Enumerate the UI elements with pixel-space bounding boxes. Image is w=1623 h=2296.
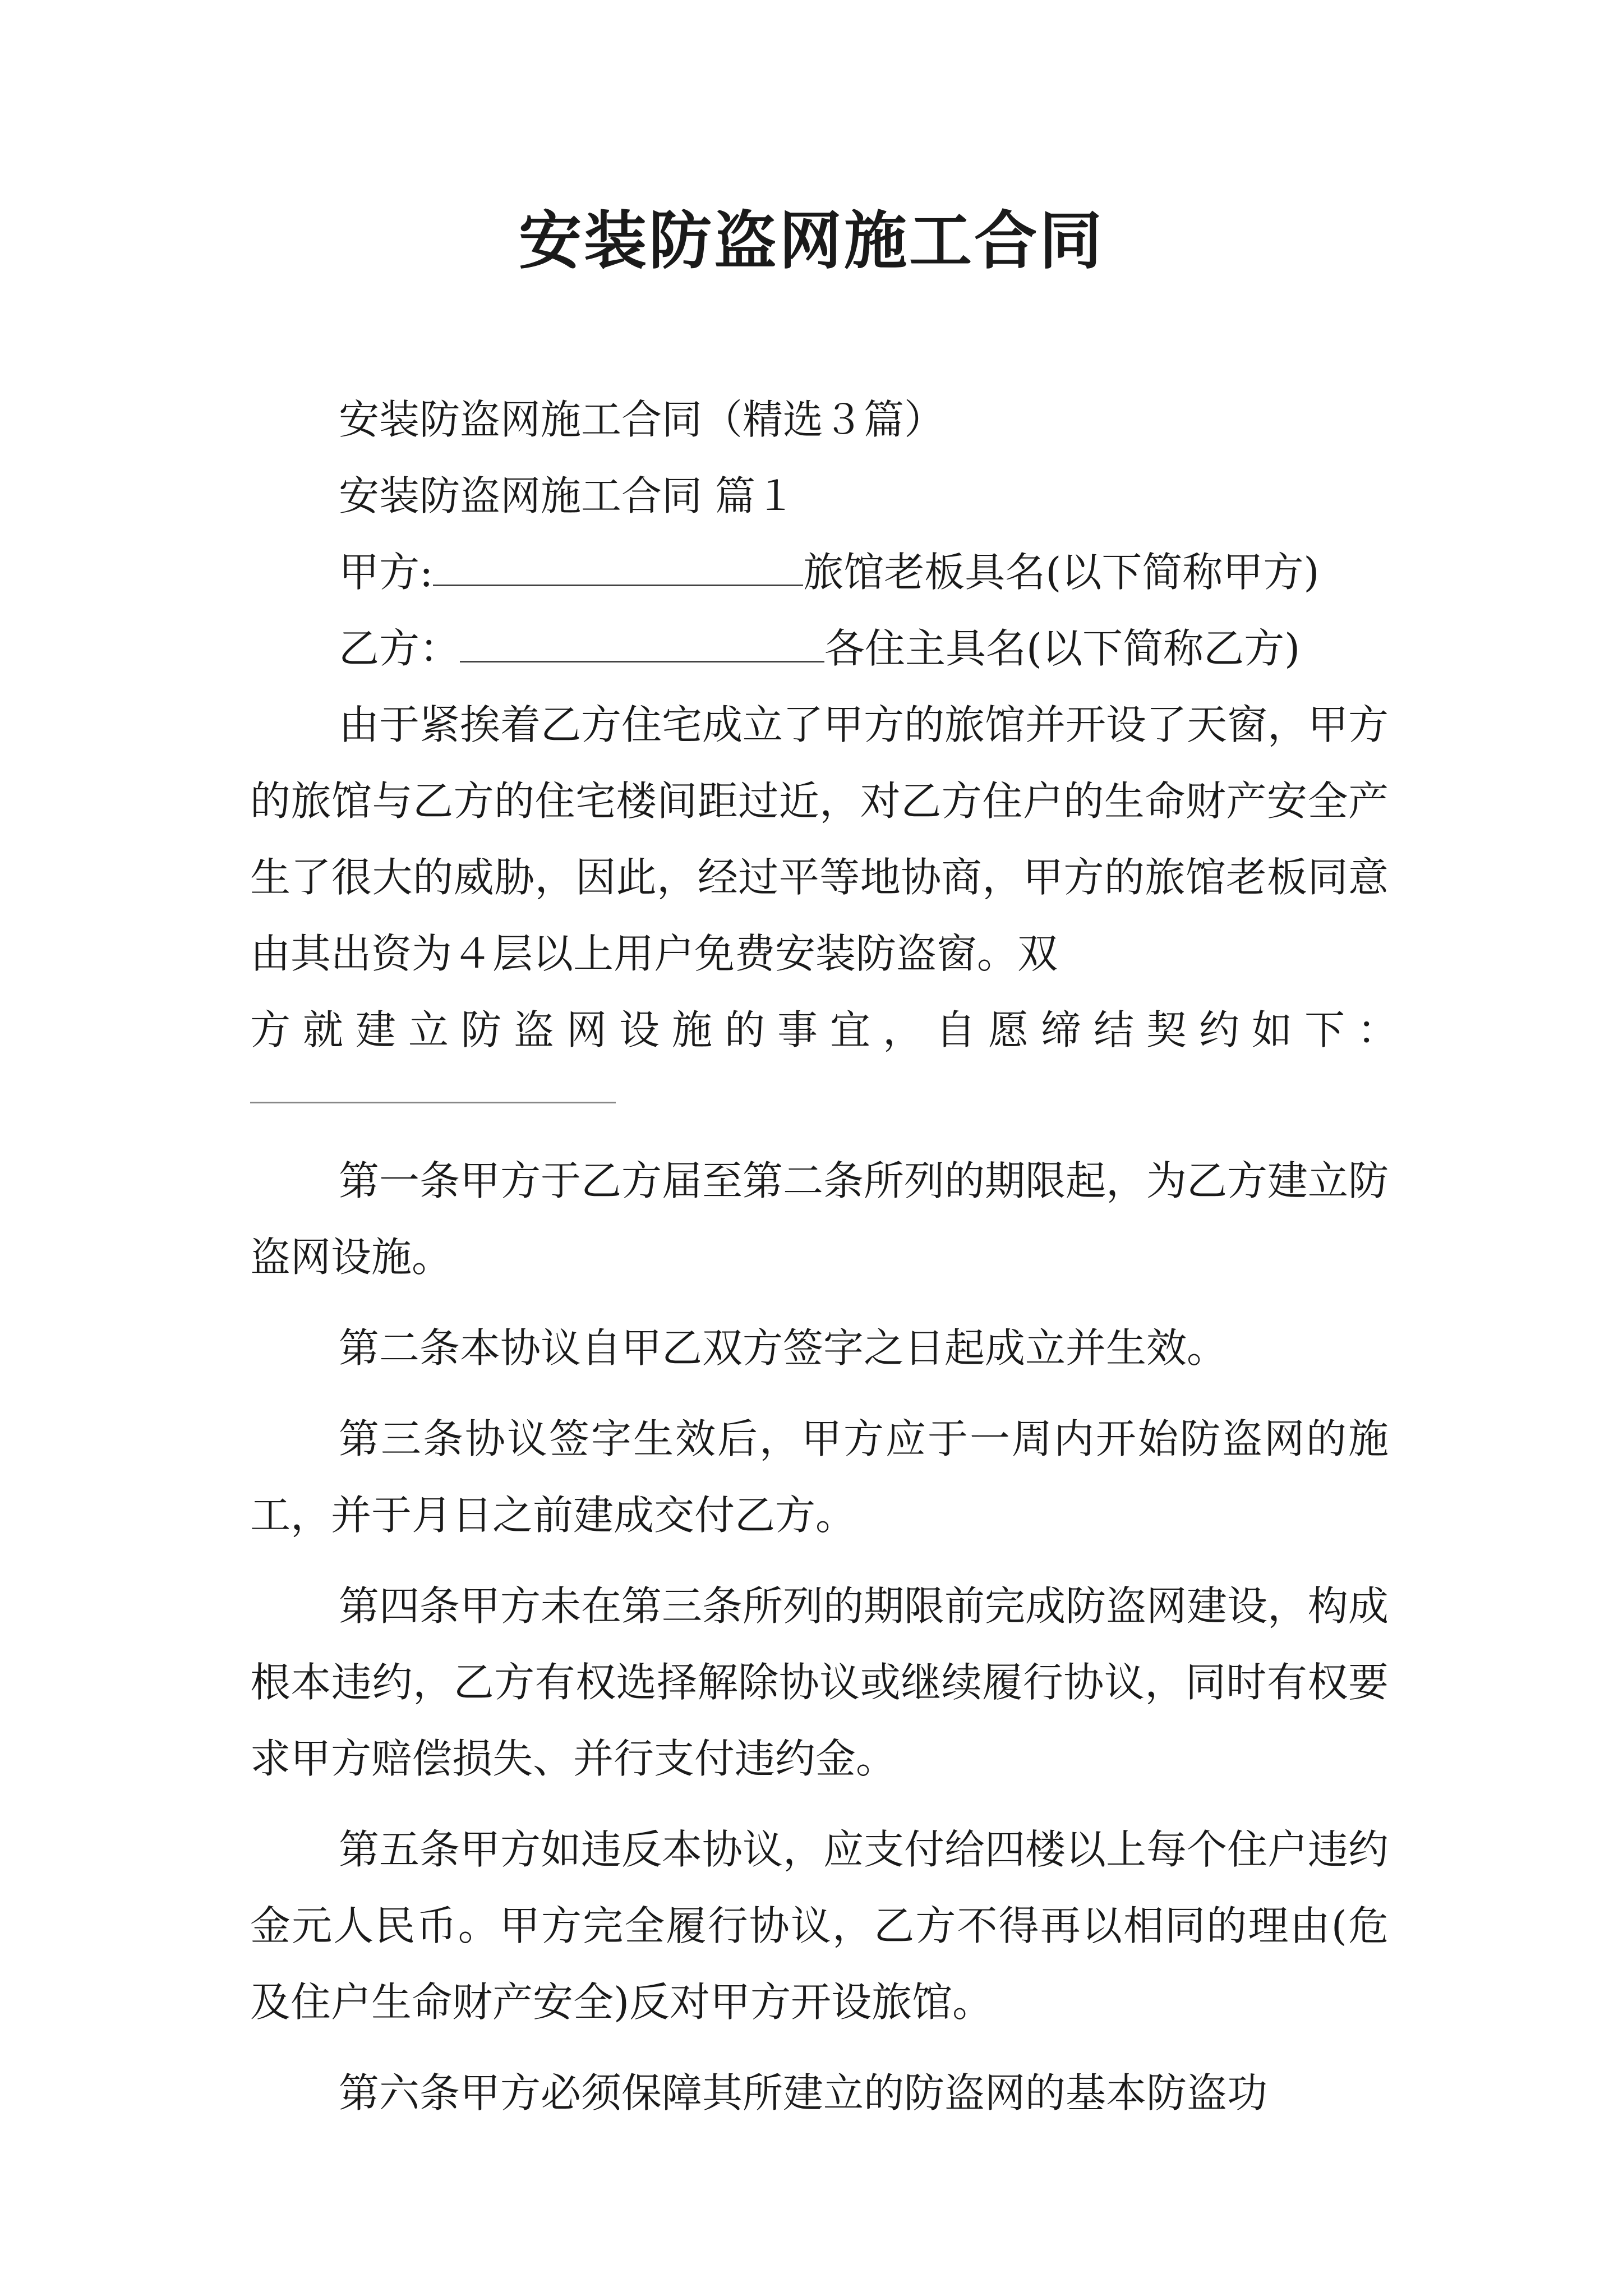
document-body [250, 381, 1410, 2146]
divider-line [250, 1102, 616, 1103]
intro-last-line: 方就建立防盗网设施的事宜，自愿缔结契约如下： [250, 1006, 1410, 1053]
party-a-blank [433, 540, 803, 586]
clause-4: 第四条甲方未在第三条所列的期限前完成防盗网建设，构成根本违约，乙方有权选择解除协议或继续履行协议，同时有权要求甲方赔偿损失、并行支付违约金。 [250, 1582, 1389, 1782]
clause-2: 第二条本协议自甲乙双方签字之日起成立并生效。 [339, 1324, 1228, 1372]
party-b-line [250, 610, 1389, 687]
party-a-line [250, 534, 1389, 610]
clause-3: 第三条协议签字生效后，甲方应于一周内开始防盗网的施工，并于月日之前建成交付乙方。 [250, 1415, 1389, 1539]
clause-6: 第六条甲方必须保障其所建立的防盗网的基本防盗功 [339, 2069, 1268, 2116]
clause-1: 第一条甲方于乙方届至第二条所列的期限起，为乙方建立防盗网设施。 [250, 1157, 1389, 1281]
party-a-label: 甲方: [339, 549, 434, 596]
intro-paragraph-block [250, 687, 1389, 992]
document-title: 安装防盗网施工合同 [519, 204, 1104, 278]
section-heading: 安装防盗网施工合同 篇１ [339, 472, 796, 519]
party-b-suffix: 各住主具名(以下简称乙方) [824, 625, 1301, 672]
spacer [250, 1068, 1389, 1102]
document-subtitle: 安装防盗网施工合同（精选３篇） [339, 396, 945, 443]
party-a-suffix: 旅馆老板具名(以下简称甲方) [803, 549, 1320, 596]
intro-paragraph: 由于紧挨着乙方住宅成立了甲方的旅馆并开设了天窗，甲方的旅馆与乙方的住宅楼间距过近，对乙方住户的生命财产安全产生了很大的威胁，因此，经过平等地协商，甲方的旅馆老板同意由其出资为４层以上用户免费安装防盗窗。双 [250, 701, 1389, 977]
party-b-blank [460, 616, 824, 662]
clause-5: 第五条甲方如违反本协议，应支付给四楼以上每个住户违约金元人民币。甲方完全履行协议，乙方不得再以相同的理由(危及住户生命财产安全)反对甲方开设旅馆。 [250, 1826, 1389, 2026]
party-b-label: 乙方： [339, 625, 460, 672]
